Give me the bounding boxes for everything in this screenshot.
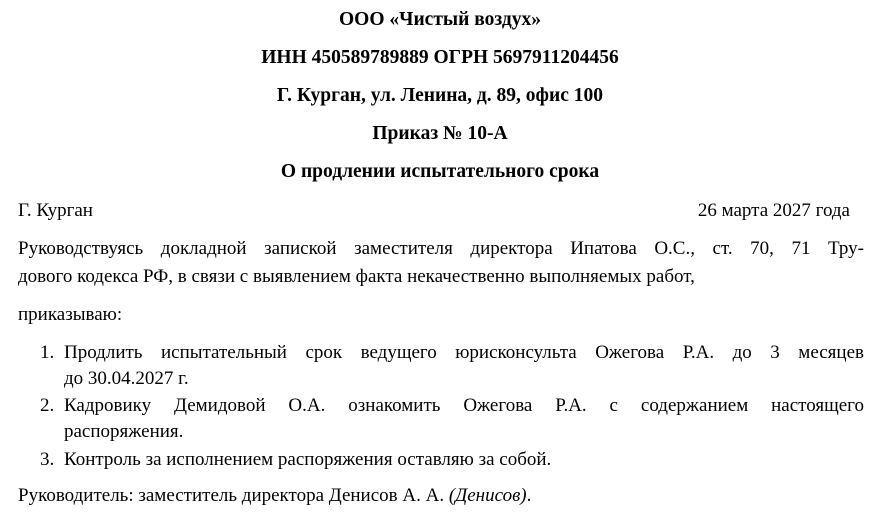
list-item-number: 2. <box>40 395 55 416</box>
order-number: Приказ № 10-А <box>372 123 508 144</box>
list-item-line: Продлить испытательный срок ведущего юрисконсульта Ожегова Р.А. до 3 месяцев <box>64 342 864 363</box>
signature-line <box>18 484 531 508</box>
signature-end: . <box>526 485 532 506</box>
list-item-line: Контроль за исполнением распоряжения оставляю за собой. <box>64 449 552 470</box>
company-name: ООО «Чистый воздух» <box>339 9 541 30</box>
handwritten-signature: (Денисов) <box>448 485 527 506</box>
signature-text: Руководитель: заместитель директора Денисов А. А. <box>18 485 445 506</box>
list-item-number: 3. <box>40 449 55 470</box>
list-item-line: до 30.04.2027 г. <box>64 368 189 389</box>
list-item-line: Кадровику Демидовой О.А. ознакомить Ожегова Р.А. с содержанием настоящего <box>64 395 864 416</box>
list-item-number: 1. <box>40 342 55 363</box>
order-city: Г. Курган <box>18 200 93 221</box>
company-requisites: ИНН 450589789889 ОГРН 5697911204456 <box>261 47 619 68</box>
preamble-line-2: дового кодекса РФ, в связи с выявлением факта некачественно выполняемых работ, <box>18 266 695 287</box>
order-word: приказываю: <box>18 304 123 325</box>
order-subject: О продлении испытательного срока <box>280 161 600 182</box>
order-date: 26 марта 2027 года <box>697 200 850 221</box>
preamble-line-1: Руководствуясь докладной запиской заместителя директора Ипатова О.С., ст. 70, 71 Тру- <box>18 238 864 259</box>
company-address: Г. Курган, ул. Ленина, д. 89, офис 100 <box>276 85 604 106</box>
list-item-line: распоряжения. <box>64 421 184 442</box>
